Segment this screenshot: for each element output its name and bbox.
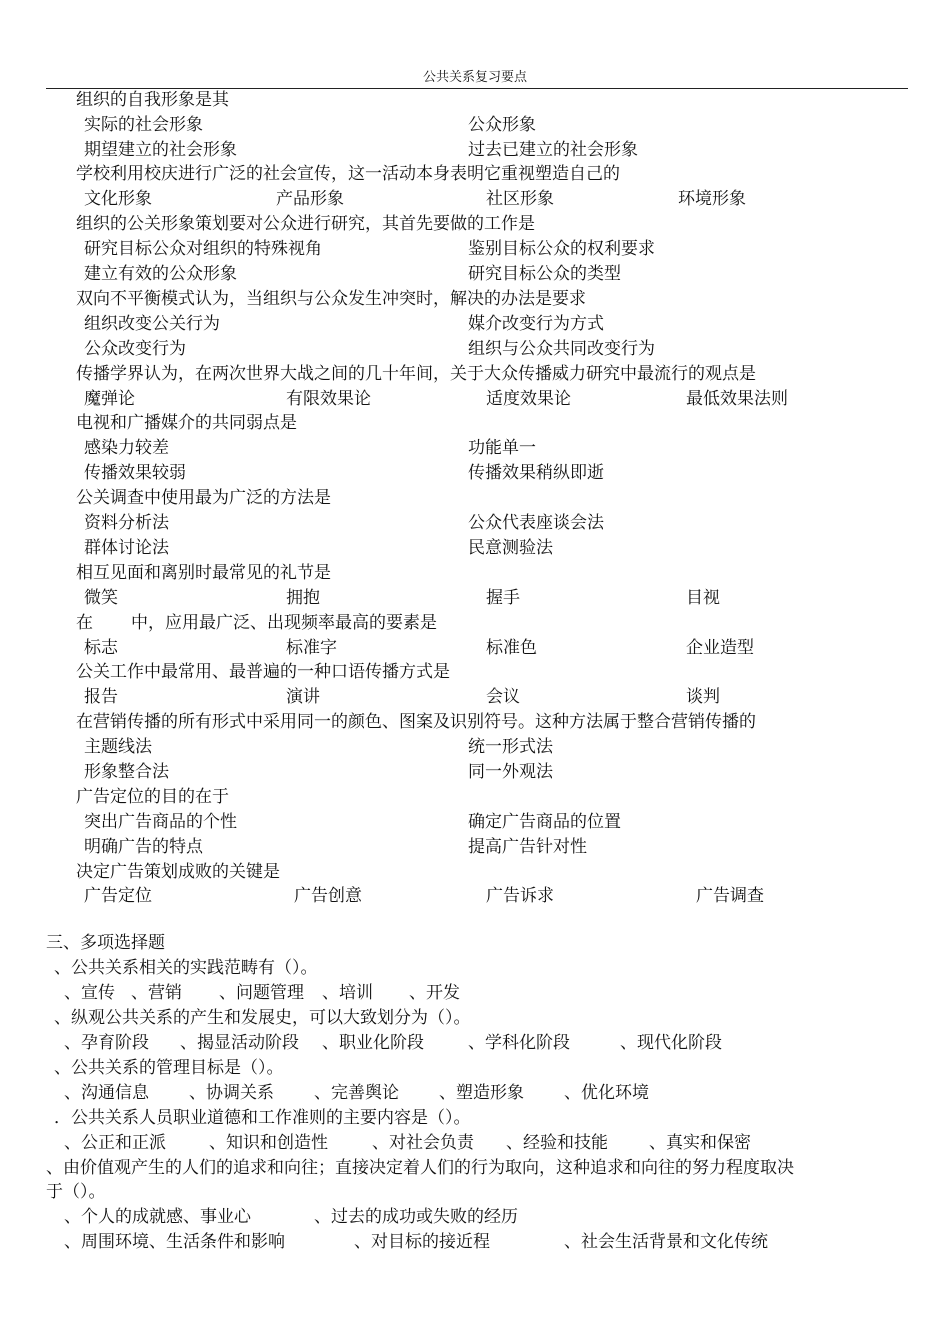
text-line: 双向不平衡模式认为，当组织与公众发生冲突时，解决的办法是要求 — [76, 289, 586, 309]
text-line: 传播学界认为，在两次世界大战之间的几十年间，关于大众传播威力研究中最流行的观点是 — [76, 364, 756, 384]
option-text: 广告诉求 — [486, 886, 554, 906]
text-line: 感染力较差 — [84, 438, 169, 458]
option-text: 广告调查 — [696, 886, 764, 906]
option-text: 、问题管理 — [219, 983, 304, 1003]
text-line: 群体讨论法 — [84, 538, 169, 558]
text-line: 文化形象 — [84, 189, 152, 209]
option-text: 适度效果论 — [486, 389, 571, 409]
option-text: 社区形象 — [486, 189, 554, 209]
text-line: 、由价值观产生的人们的追求和向往；直接决定着人们的行为取向，这种追求和向往的努力程度取决 — [46, 1158, 794, 1178]
option-text: 、经验和技能 — [506, 1133, 608, 1153]
text-line: 、个人的成就感、事业心 — [64, 1207, 251, 1227]
option-text: 、社会生活背景和文化传统 — [564, 1232, 768, 1252]
text-line: 实际的社会形象 — [84, 115, 203, 135]
option-text: 提高广告针对性 — [468, 837, 587, 857]
text-line: 研究目标公众对组织的特殊视角 — [84, 239, 322, 259]
text-line: 组织改变公关行为 — [84, 314, 220, 334]
text-line: 公关调查中使用最为广泛的方法是 — [76, 488, 331, 508]
option-text: 公众形象 — [468, 115, 536, 135]
option-text: 、对目标的接近程 — [354, 1232, 490, 1252]
text-line: 标志 — [84, 638, 118, 658]
option-text: 媒介改变行为方式 — [468, 314, 604, 334]
text-line: 在 — [76, 613, 93, 633]
text-line: 明确广告的特点 — [84, 837, 203, 857]
option-text: 、揭显活动阶段 — [180, 1033, 299, 1053]
text-line: 组织的自我形象是其 — [76, 90, 229, 110]
option-text: 、塑造形象 — [439, 1083, 524, 1103]
text-line: 、纵观公共关系的产生和发展史，可以大致划分为（）。 — [54, 1008, 471, 1028]
option-text: 确定广告商品的位置 — [468, 812, 621, 832]
option-text: 广告创意 — [294, 886, 362, 906]
text-line: 、宣传 — [64, 983, 115, 1003]
text-line: 魔弹论 — [84, 389, 135, 409]
text-line: 在营销传播的所有形式中采用同一的颜色、图案及识别符号。这种方法属于整合营销传播的 — [76, 712, 756, 732]
option-text: 、开发 — [409, 983, 460, 1003]
option-text: 企业造型 — [686, 638, 754, 658]
option-text: 、现代化阶段 — [620, 1033, 722, 1053]
text-line: 形象整合法 — [84, 762, 169, 782]
option-text: 、优化环境 — [564, 1083, 649, 1103]
text-line: 资料分析法 — [84, 513, 169, 533]
text-line: 传播效果较弱 — [84, 463, 186, 483]
option-text: 、过去的成功或失败的经历 — [314, 1207, 518, 1227]
option-text: 最低效果法则 — [686, 389, 788, 409]
text-line: 、周围环境、生活条件和影响 — [64, 1232, 285, 1252]
option-text: 、营销 — [131, 983, 182, 1003]
text-line: ．公共关系人员职业道德和工作准则的主要内容是（）。 — [54, 1108, 471, 1128]
option-text: 组织与公众共同改变行为 — [468, 339, 655, 359]
option-text: 会议 — [486, 687, 520, 707]
text-line: 广告定位 — [84, 886, 152, 906]
text-line: 建立有效的公众形象 — [84, 264, 237, 284]
text-line: 组织的公关形象策划要对公众进行研究，其首先要做的工作是 — [76, 214, 535, 234]
option-text: 同一外观法 — [468, 762, 553, 782]
option-text: 谈判 — [686, 687, 720, 707]
option-text: 民意测验法 — [468, 538, 553, 558]
text-line: 于（）。 — [46, 1182, 106, 1202]
option-text: 、完善舆论 — [314, 1083, 399, 1103]
option-text: 、真实和保密 — [649, 1133, 751, 1153]
text-line: 公众改变行为 — [84, 339, 186, 359]
option-text: 拥抱 — [286, 588, 320, 608]
text-line: 主题线法 — [84, 737, 152, 757]
text-line: 报告 — [84, 687, 118, 707]
option-text: 公众代表座谈会法 — [468, 513, 604, 533]
text-line: 相互见面和离别时最常见的礼节是 — [76, 563, 331, 583]
text-line: 决定广告策划成败的关键是 — [76, 862, 280, 882]
option-text: 中，应用最广泛、出现频率最高的要素是 — [131, 613, 437, 633]
text-line: 、公共关系相关的实践范畴有（）。 — [54, 958, 318, 978]
option-text: 功能单一 — [468, 438, 536, 458]
option-text: 研究目标公众的类型 — [468, 264, 621, 284]
text-line: 、公共关系的管理目标是（）。 — [54, 1058, 284, 1078]
option-text: 产品形象 — [276, 189, 344, 209]
text-line: 突出广告商品的个性 — [84, 812, 237, 832]
text-line: 、公正和正派 — [64, 1133, 166, 1153]
page-header-title: 公共关系复习要点 — [422, 70, 527, 85]
option-text: 、知识和创造性 — [209, 1133, 328, 1153]
option-text: 、职业化阶段 — [322, 1033, 424, 1053]
option-text: 有限效果论 — [286, 389, 371, 409]
option-text: 传播效果稍纵即逝 — [468, 463, 604, 483]
text-line: 学校利用校庆进行广泛的社会宣传，这一活动本身表明它重视塑造自己的 — [76, 164, 620, 184]
option-text: 标准字 — [286, 638, 337, 658]
option-text: 演讲 — [286, 687, 320, 707]
option-text: 、学科化阶段 — [468, 1033, 570, 1053]
text-line: 微笑 — [84, 588, 118, 608]
text-line: 公关工作中最常用、最普遍的一种口语传播方式是 — [76, 662, 450, 682]
text-line: 广告定位的目的在于 — [76, 787, 229, 807]
text-line: 、沟通信息 — [64, 1083, 149, 1103]
text-line: 期望建立的社会形象 — [84, 140, 237, 160]
option-text: 、培训 — [322, 983, 373, 1003]
text-line: 三、多项选择题 — [46, 933, 165, 953]
option-text: 握手 — [486, 588, 520, 608]
text-line: 电视和广播媒介的共同弱点是 — [76, 413, 297, 433]
option-text: 目视 — [686, 588, 720, 608]
option-text: 过去已建立的社会形象 — [468, 140, 638, 160]
option-text: 环境形象 — [678, 189, 746, 209]
option-text: 标准色 — [486, 638, 537, 658]
text-line: 、孕育阶段 — [64, 1033, 149, 1053]
option-text: 、协调关系 — [189, 1083, 274, 1103]
option-text: 鉴别目标公众的权利要求 — [468, 239, 655, 259]
option-text: 、对社会负责 — [372, 1133, 474, 1153]
option-text: 统一形式法 — [468, 737, 553, 757]
